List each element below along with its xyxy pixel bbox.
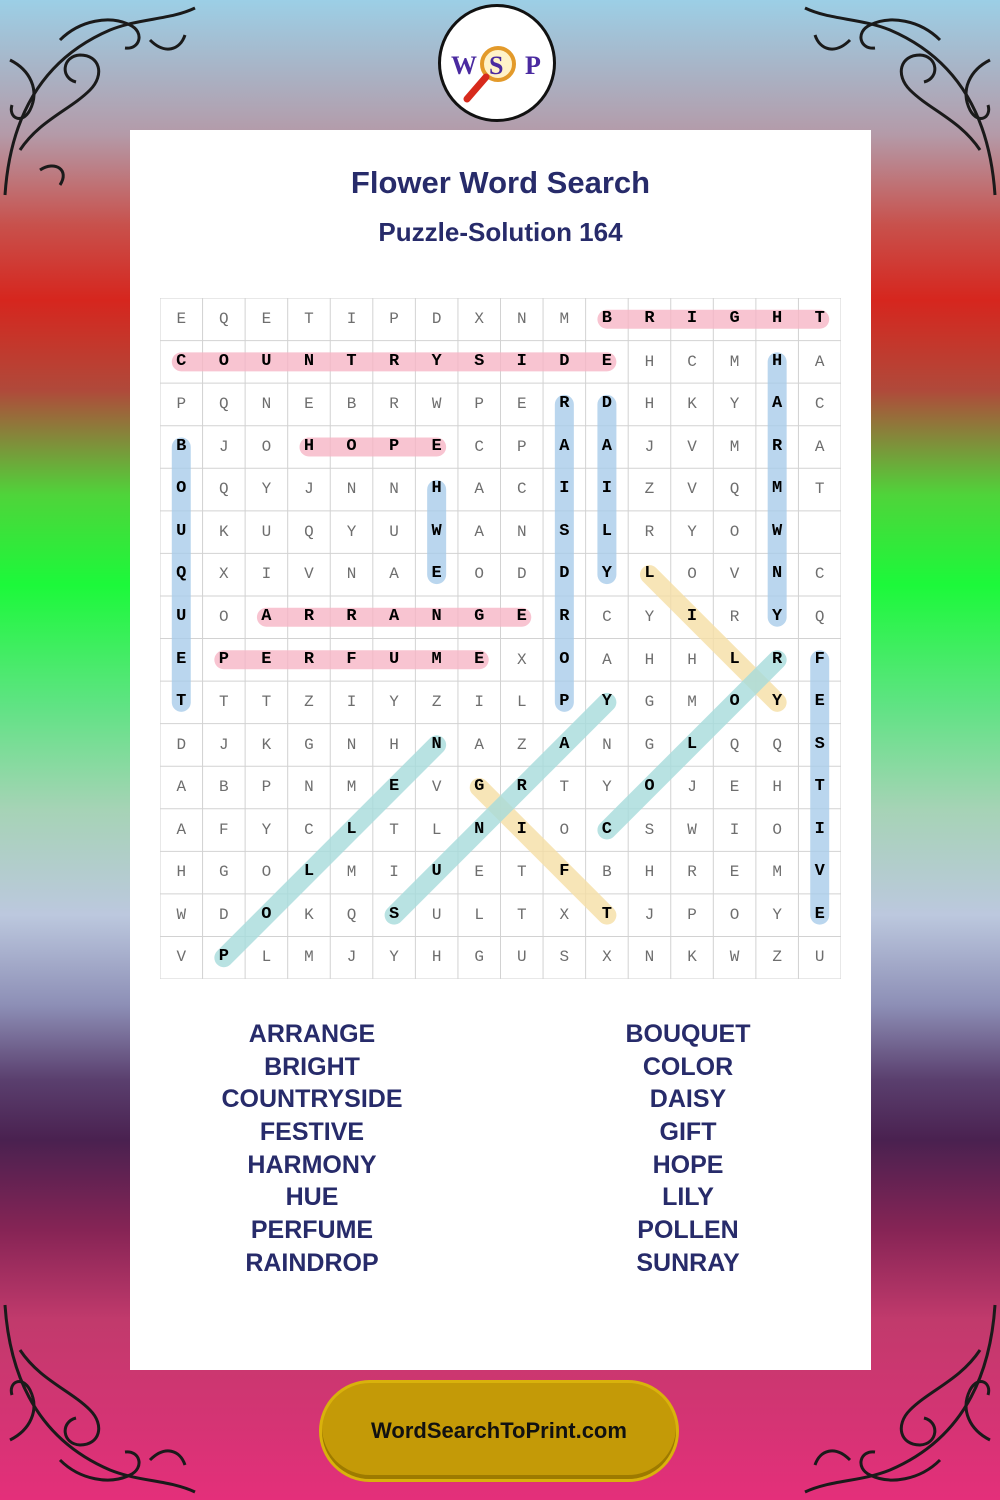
grid-cell: R: [516, 777, 527, 797]
grid-cell: O: [729, 522, 740, 541]
grid-cell: Q: [219, 310, 229, 328]
grid-cell: F: [559, 862, 570, 882]
grid-cell: B: [346, 395, 357, 414]
grid-cell: Z: [644, 480, 655, 499]
grid-cell: A: [388, 606, 400, 626]
grid-cell: T: [304, 310, 314, 328]
grid-cell: L: [431, 820, 442, 839]
grid-cell: H: [644, 650, 655, 669]
grid-cell: E: [176, 310, 187, 328]
grid-cell: Q: [304, 522, 314, 541]
grid-cell: F: [346, 649, 357, 669]
grid-cell: E: [814, 692, 825, 712]
grid-cell: E: [431, 436, 442, 456]
grid-cell: Q: [219, 480, 229, 499]
grid-cell: R: [644, 522, 655, 541]
grid-cell: E: [261, 310, 272, 328]
grid-cell: A: [474, 522, 484, 541]
grid-cell: I: [686, 606, 698, 626]
grid-cell: N: [516, 310, 527, 328]
grid-cell: Y: [389, 693, 399, 712]
grid-cell: A: [176, 778, 187, 797]
grid-cell: H: [303, 436, 315, 456]
grid-cell: L: [474, 905, 484, 924]
logo-letter-p: P: [525, 51, 541, 80]
grid-cell: I: [389, 863, 399, 882]
grid-cell: D: [559, 564, 570, 584]
grid-cell: W: [772, 521, 783, 541]
grid-cell: P: [389, 310, 399, 328]
grid-cell: O: [729, 692, 740, 712]
grid-cell: E: [474, 649, 485, 669]
grid-cell: O: [261, 863, 272, 882]
grid-cell: T: [814, 777, 825, 797]
wsp-logo: [438, 4, 556, 122]
grid-cell: O: [474, 565, 484, 584]
page-subtitle: Puzzle-Solution 164: [378, 217, 623, 247]
grid-cell: K: [304, 905, 314, 924]
grid-cell: X: [516, 650, 527, 669]
grid-cell: P: [218, 947, 229, 967]
grid-cell: Q: [729, 480, 740, 499]
grid-cell: L: [516, 693, 527, 712]
grid-cell: C: [176, 351, 187, 371]
grid-cell: I: [346, 310, 357, 328]
grid-cell: Q: [176, 564, 187, 584]
grid-cell: R: [346, 606, 357, 626]
word-list-item: HUE: [285, 1183, 339, 1212]
grid-cell: M: [687, 693, 697, 712]
grid-cell: R: [687, 863, 697, 882]
grid-cell: R: [388, 351, 400, 371]
grid-cell: Y: [772, 606, 783, 626]
grid-cell: Y: [729, 395, 740, 414]
grid-cell: T: [814, 309, 825, 328]
grid-cell: N: [474, 819, 485, 839]
grid-cell: H: [389, 735, 399, 754]
word-list-item: HOPE: [652, 1150, 724, 1179]
grid-cell: M: [772, 479, 783, 499]
grid-cell: D: [219, 905, 229, 924]
grid-cell: B: [602, 863, 612, 882]
grid-cell: E: [474, 863, 484, 882]
grid-cell: Z: [772, 948, 782, 967]
grid-cell: B: [601, 309, 612, 328]
grid-cell: A: [474, 480, 484, 499]
grid-cell: C: [474, 437, 484, 456]
grid-cell: C: [602, 607, 612, 626]
grid-cell: I: [686, 309, 698, 328]
grid-cell: M: [304, 948, 314, 967]
grid-cell: C: [814, 395, 825, 414]
grid-cell: X: [474, 310, 484, 328]
grid-cell: Y: [431, 351, 442, 371]
grid-cell: H: [431, 479, 442, 499]
grid-cell: H: [644, 352, 655, 371]
grid-cell: C: [304, 820, 314, 839]
grid-cell: P: [474, 395, 484, 414]
grid-cell: T: [601, 904, 612, 924]
grid-cell: S: [388, 904, 400, 924]
grid-cell: N: [261, 395, 272, 414]
grid-cell: E: [304, 395, 314, 414]
grid-cell: E: [729, 863, 740, 882]
letter-grid: [160, 298, 841, 979]
word-list-item: FESTIVE: [259, 1118, 365, 1147]
grid-cell: S: [814, 734, 825, 754]
grid-cell: T: [516, 863, 527, 882]
grid-cell: L: [601, 521, 612, 541]
grid-cell: Y: [772, 692, 783, 712]
grid-cell: O: [346, 436, 357, 456]
grid-cell: N: [602, 735, 612, 754]
grid-cell: I: [516, 819, 527, 839]
grid-cell: D: [559, 351, 570, 371]
grid-cell: I: [474, 693, 484, 712]
grid-cell: U: [516, 948, 527, 967]
word-list-item: BRIGHT: [264, 1052, 360, 1081]
grid-cell: E: [729, 778, 740, 797]
grid-cell: H: [431, 948, 442, 967]
grid-cell: U: [261, 522, 272, 541]
grid-cell: T: [814, 480, 825, 499]
grid-cell: R: [303, 606, 315, 626]
grid-cell: S: [474, 351, 485, 371]
grid-cell: Y: [261, 480, 272, 499]
grid-cell: A: [261, 606, 272, 626]
grid-cell: I: [601, 479, 612, 499]
grid-cell: Y: [644, 607, 655, 626]
grid-cell: L: [346, 819, 357, 839]
grid-cell: G: [219, 863, 229, 882]
word-list-item: SUNRAY: [636, 1248, 740, 1277]
grid-cell: R: [644, 309, 655, 328]
grid-cell: V: [431, 778, 442, 797]
grid-cell: G: [474, 948, 484, 967]
grid-cell: B: [219, 778, 229, 797]
grid-cell: O: [772, 820, 782, 839]
grid-cell: X: [559, 905, 570, 924]
grid-cell: A: [814, 437, 825, 456]
grid-cell: A: [602, 650, 612, 669]
word-list-item: COUNTRYSIDE: [221, 1085, 403, 1114]
grid-cell: U: [388, 649, 400, 669]
word-list-item: GIFT: [659, 1118, 717, 1147]
grid-cell: S: [559, 948, 570, 967]
grid-cell: F: [814, 649, 825, 669]
grid-cell: Q: [219, 395, 229, 414]
grid-cell: B: [176, 436, 187, 456]
grid-cell: P: [176, 395, 187, 414]
word-list-item: HARMONY: [247, 1150, 377, 1179]
grid-cell: N: [431, 606, 442, 626]
grid-cell: D: [516, 565, 527, 584]
grid-cell: M: [772, 863, 782, 882]
grid-cell: M: [559, 310, 570, 328]
grid-cell: I: [729, 820, 740, 839]
grid-cell: U: [431, 862, 442, 882]
grid-cell: R: [559, 394, 570, 414]
word-list-item: POLLEN: [637, 1216, 739, 1245]
grid-cell: J: [644, 905, 655, 924]
grid-cell: M: [346, 863, 357, 882]
grid-cell: L: [644, 564, 655, 584]
grid-cell: K: [261, 735, 272, 754]
word-list-item: BOUQUET: [625, 1020, 751, 1048]
grid-cell: R: [303, 649, 315, 669]
grid-cell: U: [176, 521, 187, 541]
grid-cell: D: [176, 735, 187, 754]
grid-cell: A: [474, 735, 484, 754]
word-list-item: ARRANGE: [248, 1020, 376, 1048]
grid-cell: N: [772, 564, 783, 584]
grid-cell: E: [814, 904, 825, 924]
grid-cell: Q: [729, 735, 740, 754]
grid-cell: H: [687, 650, 697, 669]
grid-cell: M: [346, 778, 357, 797]
grid-cell: Y: [389, 948, 399, 967]
grid-cell: Y: [261, 820, 272, 839]
grid-cell: W: [176, 905, 187, 924]
grid-cell: W: [431, 395, 442, 414]
word-list-right: [538, 1018, 838, 1280]
grid-cell: Z: [516, 735, 527, 754]
grid-cell: Y: [772, 905, 782, 924]
grid-cell: T: [516, 905, 527, 924]
grid-cell: O: [559, 649, 570, 669]
word-list-left: [162, 1018, 462, 1280]
grid-cell: K: [687, 948, 697, 967]
grid-cell: U: [814, 948, 825, 967]
grid-cell: P: [559, 692, 570, 712]
grid-cell: C: [687, 352, 697, 371]
grid-cell: A: [772, 394, 783, 414]
grid-cell: Y: [687, 522, 697, 541]
word-list-item: COLOR: [642, 1052, 734, 1081]
grid-cell: N: [346, 735, 357, 754]
grid-cell: U: [176, 606, 187, 626]
grid-cell: J: [346, 948, 357, 967]
grid-cell: P: [516, 437, 527, 456]
grid-cell: P: [388, 436, 400, 456]
grid-cell: V: [304, 565, 314, 584]
grid-cell: A: [389, 565, 399, 584]
grid-cell: A: [601, 436, 612, 456]
grid-cell: J: [219, 437, 229, 456]
grid-cell: G: [474, 606, 485, 626]
grid-cell: O: [218, 351, 229, 371]
grid-cell: Z: [304, 693, 314, 712]
grid-cell: I: [814, 819, 825, 839]
grid-cell: C: [601, 819, 612, 839]
grid-cell: T: [559, 778, 570, 797]
grid-cell: J: [219, 735, 229, 754]
grid-cell: V: [729, 565, 740, 584]
puzzle-card: [130, 130, 871, 1370]
grid-cell: W: [431, 521, 442, 541]
grid-cell: F: [219, 820, 229, 839]
grid-cell: E: [388, 777, 400, 797]
grid-cell: Y: [601, 564, 612, 584]
grid-cell: Y: [601, 692, 612, 712]
grid-cell: E: [176, 649, 187, 669]
grid-cell: L: [686, 734, 698, 754]
grid-cell: V: [687, 437, 697, 456]
grid-cell: E: [516, 606, 527, 626]
grid-cell: H: [772, 778, 782, 797]
grid-cell: L: [261, 948, 272, 967]
grid-cell: A: [559, 734, 570, 754]
grid-cell: H: [644, 395, 655, 414]
grid-cell: M: [431, 649, 442, 669]
grid-cell: O: [176, 479, 187, 499]
grid-cell: M: [729, 352, 740, 371]
grid-cell: T: [261, 693, 272, 712]
grid-cell: I: [346, 693, 357, 712]
grid-cell: G: [304, 735, 314, 754]
grid-cell: H: [772, 351, 783, 371]
grid-cell: J: [687, 778, 697, 797]
logo-letter-w: W: [451, 51, 477, 80]
grid-cell: O: [219, 607, 229, 626]
grid-cell: G: [729, 309, 740, 328]
grid-cell: H: [644, 863, 655, 882]
grid-cell: E: [601, 351, 612, 371]
grid-cell: S: [559, 521, 570, 541]
grid-cell: E: [261, 649, 272, 669]
grid-cell: R: [559, 606, 570, 626]
grid-cell: V: [176, 948, 187, 967]
grid-cell: O: [644, 777, 655, 797]
grid-cell: N: [516, 522, 527, 541]
grid-cell: P: [218, 649, 229, 669]
grid-cell: Y: [602, 778, 612, 797]
grid-cell: O: [687, 565, 697, 584]
grid-cell: C: [814, 565, 825, 584]
grid-cell: O: [729, 905, 740, 924]
grid-cell: T: [389, 820, 399, 839]
grid-cell: K: [219, 522, 229, 541]
grid-cell: U: [431, 905, 442, 924]
grid-cell: H: [176, 863, 187, 882]
grid-cell: N: [346, 565, 357, 584]
grid-cell: M: [729, 437, 740, 456]
grid-cell: D: [601, 394, 612, 414]
grid-cell: T: [176, 692, 187, 712]
grid-cell: V: [687, 480, 697, 499]
grid-cell: O: [559, 820, 570, 839]
grid-cell: S: [644, 820, 655, 839]
logo-letter-s: S: [489, 51, 504, 80]
grid-cell: R: [389, 395, 399, 414]
grid-cell: T: [219, 693, 229, 712]
grid-cell: J: [304, 480, 314, 499]
grid-cell: H: [772, 309, 783, 328]
grid-cell: P: [687, 905, 697, 924]
grid-cell: O: [261, 904, 272, 924]
page-title: Flower Word Search: [350, 165, 651, 200]
grid-cell: A: [176, 820, 187, 839]
site-name-banner[interactable]: WordSearchToPrint.com: [322, 1383, 676, 1479]
word-list-item: LILY: [662, 1183, 714, 1212]
grid-cell: N: [389, 480, 399, 499]
grid-cell: E: [431, 564, 442, 584]
grid-cell: N: [346, 480, 357, 499]
grid-cell: G: [644, 735, 655, 754]
grid-cell: G: [644, 693, 655, 712]
grid-cell: V: [814, 862, 825, 882]
grid-cell: L: [303, 862, 315, 882]
grid-cell: L: [729, 649, 740, 669]
grid-cell: I: [516, 351, 527, 371]
grid-cell: Q: [772, 735, 782, 754]
grid-cell: A: [814, 352, 825, 371]
grid-cell: D: [431, 310, 442, 328]
grid-cell: E: [516, 395, 527, 414]
grid-cell: T: [346, 351, 357, 371]
grid-cell: Q: [346, 905, 357, 924]
grid-cell: A: [559, 436, 570, 456]
grid-cell: X: [602, 948, 612, 967]
grid-cell: J: [644, 437, 655, 456]
grid-cell: Q: [814, 607, 825, 626]
grid-cell: N: [303, 351, 315, 371]
grid-cell: X: [219, 565, 229, 584]
word-list-item: DAISY: [649, 1085, 727, 1114]
grid-cell: U: [261, 351, 272, 371]
grid-cell: Z: [431, 693, 442, 712]
grid-cell: W: [687, 820, 697, 839]
word-list-item: RAINDROP: [245, 1248, 379, 1277]
grid-cell: P: [261, 778, 272, 797]
word-list-item: PERFUME: [250, 1216, 374, 1245]
grid-cell: R: [772, 649, 783, 669]
grid-cell: I: [559, 479, 570, 499]
grid-cell: R: [772, 436, 783, 456]
grid-cell: C: [516, 480, 527, 499]
grid-cell: K: [687, 395, 697, 414]
grid-cell: N: [304, 778, 314, 797]
grid-cell: G: [474, 777, 485, 797]
grid-cell: Y: [346, 522, 357, 541]
grid-cell: R: [729, 607, 740, 626]
grid-cell: N: [644, 948, 655, 967]
grid-cell: N: [431, 734, 442, 754]
grid-cell: W: [729, 948, 740, 967]
grid-cell: U: [389, 522, 399, 541]
grid-cell: O: [261, 437, 272, 456]
grid-cell: I: [261, 565, 272, 584]
